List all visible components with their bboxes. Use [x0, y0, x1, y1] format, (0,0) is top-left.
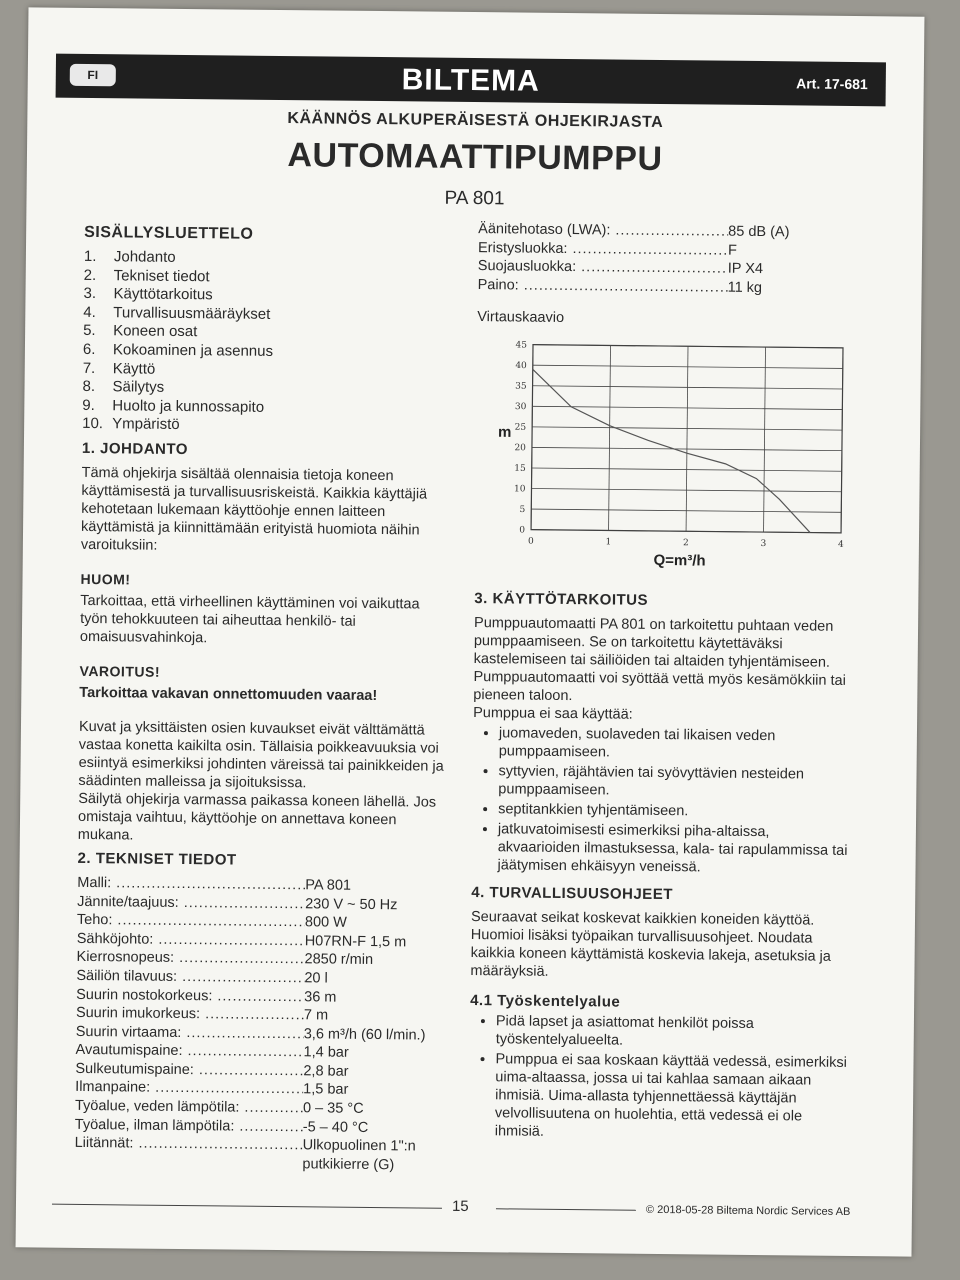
toc-item-label: Käyttö	[112, 359, 156, 378]
purpose-heading: 3. KÄYTTÖTARKOITUS	[474, 590, 649, 610]
x-tick-label: 4	[838, 540, 844, 551]
purpose-text-1: Pumppuautomaatti PA 801 on tarkoitettu puhtaan veden pumppaamiseen. Se on tarkoitettu käytettäväksi kastelemiseen tai säiliöiden tai altaiden tyhjentämiseen.	[473, 615, 834, 672]
huom-text: Tarkoittaa, että virheellinen käyttäminen voi vaikuttaa työn tehokkuuteen tai aiheuttaa henkilö- tai omaisuusvahinkoja.	[79, 592, 420, 647]
x-gridline	[841, 348, 843, 533]
x-tick-label: 0	[528, 536, 534, 548]
toc-item-label: Huolto ja kunnossapito	[112, 396, 265, 416]
intro-heading: 1. JOHDANTO	[81, 439, 189, 458]
series-line	[531, 370, 812, 533]
spec-row	[478, 276, 858, 299]
spec-label: Liitännät: .....	[74, 1134, 302, 1174]
spec-label: Teho: .....	[77, 911, 305, 932]
spec-label: Ilmanpaine: .....	[75, 1078, 303, 1099]
toc-item-label: Kokoaminen ja asennus	[112, 341, 274, 360]
flow-chart-svg	[475, 332, 848, 586]
work-area-heading: 4.1 Työskentelyalue	[470, 992, 621, 1011]
toc-item-label: Koneen osat	[113, 322, 198, 341]
footer-divider-right	[496, 1208, 636, 1210]
x-gridline	[531, 345, 533, 530]
bullet-item: • Pidä lapset ja asiattomat henkilöt poissa työskentelyalueelta.	[496, 1013, 850, 1053]
spec-value: 36 m	[304, 988, 337, 1006]
left-column	[74, 224, 454, 1175]
y-tick-label: 40	[515, 361, 527, 372]
toc-item-number: 5.	[83, 322, 96, 340]
bullet-item: • septitankkien tyhjentämiseen.	[498, 801, 852, 823]
spec-label: Sulkeutumispaine: .....	[75, 1060, 303, 1081]
toc-heading: SISÄLLYSLUETTELO	[84, 223, 254, 243]
purpose-bullet-list	[471, 724, 853, 878]
toc-item-label: Tekniset tiedot	[113, 266, 210, 285]
warning-heading: VAROITUS!	[79, 662, 161, 680]
x-gridline	[609, 346, 611, 531]
spec-value: 230 V ~ 50 Hz	[305, 895, 398, 913]
bullet-item: • juomaveden, suolaveden tai likaisen veden pumppaamiseen.	[499, 725, 853, 765]
y-tick-label: 5	[519, 505, 526, 516]
flow-chart	[475, 332, 848, 586]
table-of-contents	[82, 248, 454, 438]
spec-label: Työalue, ilman lämpötila: .....	[75, 1116, 303, 1137]
y-tick-label: 30	[514, 402, 527, 413]
warning-text: Tarkoittaa vakavan onnettomuuden vaaraa!	[79, 684, 378, 704]
spec-label: Suurin virtaama: .....	[76, 1023, 304, 1044]
y-tick-label: 20	[514, 443, 526, 454]
toc-item-label: Käyttötarkoitus	[113, 285, 213, 304]
bullet-item: • syttyvien, räjähtävien tai syövyttävien nesteiden pumppaamiseen.	[498, 763, 852, 803]
spec-value: 3,6 m³/h (60 l/min.)	[303, 1025, 426, 1044]
toc-item-number: 1.	[83, 247, 97, 266]
bullet-item: • Pumppua ei saa koskaan käyttää vedessä, esimerkiksi uima-altaassa, jossa ui tai kahlaa samaan aikaan ihmisiä. Uima-allasta tyhjennettäessä käyttäjän velvollisuutena on huolehtia, että vedessä ei ole ihmisiä.	[495, 1051, 850, 1145]
toc-item-number: 6.	[82, 340, 96, 359]
purpose-text-3: Pumppua ei saa käyttää:	[473, 705, 633, 724]
y-axis-label: m	[498, 424, 512, 442]
y-tick-label: 10	[513, 484, 526, 495]
spec-label: Työalue, veden lämpötila: .....	[75, 1097, 303, 1118]
spec-row	[74, 1134, 444, 1175]
spec-value: 11 kg	[727, 279, 763, 296]
spec-label: Eristysluokka: .....	[478, 239, 728, 260]
spec-label: Avautumispaine: .....	[75, 1041, 303, 1062]
spec-value: IP X4	[727, 260, 764, 278]
y-tick-label: 45	[515, 340, 528, 351]
safety-text: Seuraavat seikat koskevat kaikkien koneiden käyttöä. Huomioi lisäksi työpaikan turvallisuusohjeet. Noudata kaikkia koneen käyttämistä koskevia lakeja, asetuksia ja määräyksiä.	[470, 909, 831, 981]
x-axis-label: Q=m³/h	[653, 552, 706, 570]
toc-item-label: Johdanto	[113, 248, 176, 266]
document-subtitle: KÄÄNNÖS ALKUPERÄISESTÄ OHJEKIRJASTA	[287, 110, 664, 131]
spec-value: 800 W	[304, 914, 347, 931]
spec-value: 20 l	[304, 970, 328, 987]
page-number: 15	[451, 1197, 469, 1216]
spec-label: Suojausluokka: .....	[478, 257, 728, 278]
footer-divider-left	[52, 1204, 442, 1209]
spec-value: 85 dB (A)	[728, 223, 790, 241]
y-tick-label: 0	[519, 525, 526, 536]
toc-item-number: 7.	[82, 359, 96, 377]
brand-logo: BILTEMA	[401, 63, 540, 98]
model-name: PA 801	[444, 187, 505, 210]
bullet-item: • jatkuvatoimisesti esimerkiksi piha-altaissa, akvaarioiden ilmastuksessa, kala- tai rapulammissa tai jäätymisen ehkäisyyn veneissä.	[497, 821, 852, 879]
x-tick-label: 1	[605, 537, 612, 548]
toc-item-number: 9.	[82, 396, 95, 414]
safety-bullet-list	[469, 1012, 850, 1144]
header-banner	[56, 54, 886, 107]
document-title: AUTOMAATTIPUMPPU	[287, 136, 663, 178]
spec-value: -5 – 40 °C	[302, 1118, 369, 1136]
spec-label: Jännite/taajuus: .....	[77, 892, 305, 913]
spec-value: 1,5 bar	[303, 1081, 349, 1099]
spec-label: Suurin imukorkeus: .....	[76, 1004, 304, 1025]
specs-heading: 2. TEKNISET TIEDOT	[77, 849, 237, 869]
chart-title: Virtauskaavio	[477, 309, 565, 327]
spec-label: Säiliön tilavuus: .....	[76, 967, 304, 988]
copyright: © 2018-05-28 Biltema Nordic Services AB	[645, 1203, 851, 1219]
spec-label: Malli: .....	[77, 874, 305, 895]
spec-value: 0 – 35 °C	[302, 1100, 364, 1117]
x-tick-label: 2	[683, 538, 689, 549]
toc-item-number: 8.	[82, 378, 96, 396]
toc-item-number: 3.	[83, 285, 97, 303]
y-tick-label: 25	[514, 423, 527, 434]
x-gridline	[764, 347, 766, 532]
spec-label: Sähköjohto: .....	[77, 930, 305, 951]
y-tick-label: 35	[515, 381, 527, 393]
spec-label: Kierrosnopeus: .....	[76, 948, 304, 969]
spec-value: Ulkopuolinen 1":n putkikierre (G)	[302, 1137, 416, 1174]
toc-item-number: 2.	[83, 266, 97, 284]
language-badge: FI	[70, 64, 116, 86]
x-tick-label: 3	[760, 539, 767, 550]
spec-label: Suurin nostokorkeus: .....	[76, 985, 304, 1006]
spec-value: PA 801	[305, 877, 352, 894]
spec-list-continued	[478, 220, 859, 298]
spec-value: H07RN-F 1,5 m	[304, 933, 407, 951]
intro-text: Tämä ohjekirja sisältää olennaisia tietoja koneen käyttämisestä ja turvallisuusriskeistä. Kaikkia käyttäjiä kehotetaan lukemaan käyttöohje ennen laitteen käyttämistä ja kiinnittämään erityistä huomiota näihin varoituksiin:	[80, 464, 428, 554]
page-footer	[36, 1193, 892, 1219]
toc-item-number: 10.	[82, 415, 104, 433]
spec-value: 7 m	[303, 1007, 329, 1024]
keep-manual-note: Säilytä ohjekirja varmassa paikassa koneen lähellä. Jos omistaja vaihtuu, käyttöohje on annettava koneen mukana.	[77, 790, 437, 844]
spec-value: F	[727, 242, 737, 259]
spec-label: Paino: .....	[478, 276, 728, 297]
spec-value: 1,4 bar	[303, 1044, 349, 1062]
spec-label: Äänitehotaso (LWA): .....	[478, 220, 728, 241]
x-gridline	[686, 347, 688, 532]
purpose-text-2: Pumppuautomaatti voi syöttää vettä myös kesämökkiin tai pieneen taloon.	[473, 669, 846, 705]
article-number: Art. 17-681	[796, 75, 868, 93]
spec-list	[74, 874, 447, 1175]
safety-heading: 4. TURVALLISUUSOHJEET	[471, 884, 673, 904]
toc-item-label: Turvallisuusmääräykset	[113, 304, 271, 323]
right-column	[469, 220, 859, 1146]
toc-item-number: 4.	[83, 303, 96, 321]
y-tick-label: 15	[514, 464, 526, 475]
spec-value: 2850 r/min	[304, 951, 374, 969]
toc-item-label: Säilytys	[112, 378, 165, 396]
toc-item-label: Ympäristö	[112, 415, 180, 434]
toc-item	[82, 415, 452, 437]
images-note: Kuvat ja yksittäisten osien kuvaukset eivät välttämättä vastaa konetta kaikilta osin. Tällaisia poikkeavuuksia voi esiintyä esimerkiksi johdinten väreissä tai painikkeiden ja säädinten malleissa ja sijoituksissa.	[78, 718, 444, 792]
huom-heading: HUOM!	[80, 570, 131, 588]
spec-value: 2,8 bar	[303, 1063, 349, 1080]
manual-page	[16, 7, 925, 1256]
